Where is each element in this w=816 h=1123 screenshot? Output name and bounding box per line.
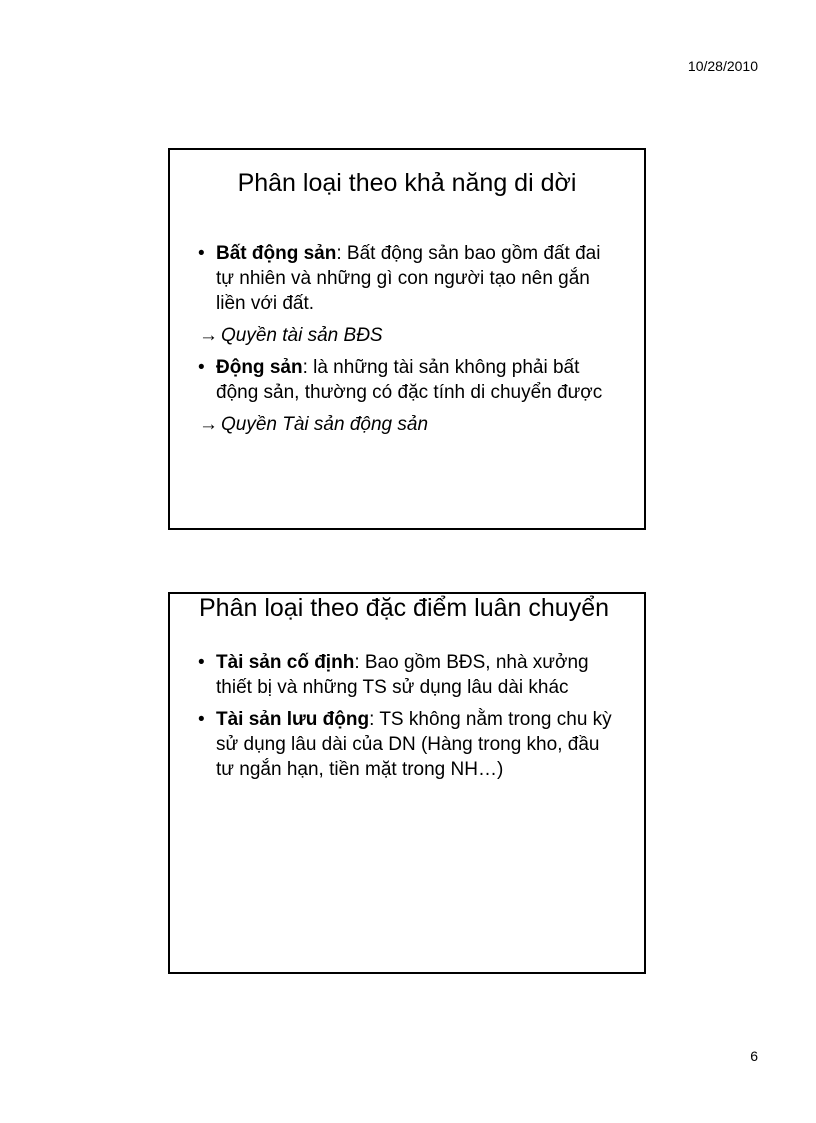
item-text: Quyền tài sản BĐS	[221, 324, 383, 346]
bullet-list	[170, 241, 644, 437]
list-item-tai-san-co-dinh	[170, 650, 644, 700]
item-text: : Bất động sản bao gồm đất đai tự nhiên và những gì con người tạo nên gắn liền với đất.	[216, 242, 601, 314]
item-text: Quyền Tài sản động sản	[221, 413, 429, 435]
arrow-right-icon: →	[199, 324, 218, 346]
item-text: : Bao gồm BĐS, nhà xưởng thiết bị và những TS sử dụng lâu dài khác	[216, 652, 589, 698]
bullet-list	[170, 650, 644, 782]
list-item-bat-dong-san	[170, 241, 644, 316]
slide-movability	[168, 148, 646, 530]
slide-title: Phân loại theo đặc điểm luân chuyển	[199, 594, 610, 622]
page-date: 10/28/2010	[687, 58, 758, 74]
page-number: 6	[750, 1048, 758, 1064]
list-item-dong-san	[170, 355, 644, 405]
list-item-arrow	[170, 323, 644, 348]
slide-title: Phân loại theo khả năng di dời	[237, 169, 577, 197]
term-label: Bất động sản	[216, 242, 337, 264]
list-item-tai-san-luu-dong	[170, 707, 644, 782]
term-label: Tài sản lưu động	[216, 709, 370, 730]
arrow-right-icon: →	[199, 413, 218, 435]
item-text: : là những tài sản không phải bất động sản, thường có đặc tính di chuyển được	[216, 356, 603, 403]
term-label: Tài sản cố định	[216, 652, 355, 673]
list-item-arrow	[170, 412, 644, 437]
item-text: : TS không nằm trong chu kỳ sử dụng lâu dài của DN (Hàng trong kho, đầu tư ngắn hạn, tiền mặt trong NH…)	[216, 709, 612, 780]
slide-circulation	[168, 592, 646, 974]
term-label: Động sản	[216, 356, 303, 378]
